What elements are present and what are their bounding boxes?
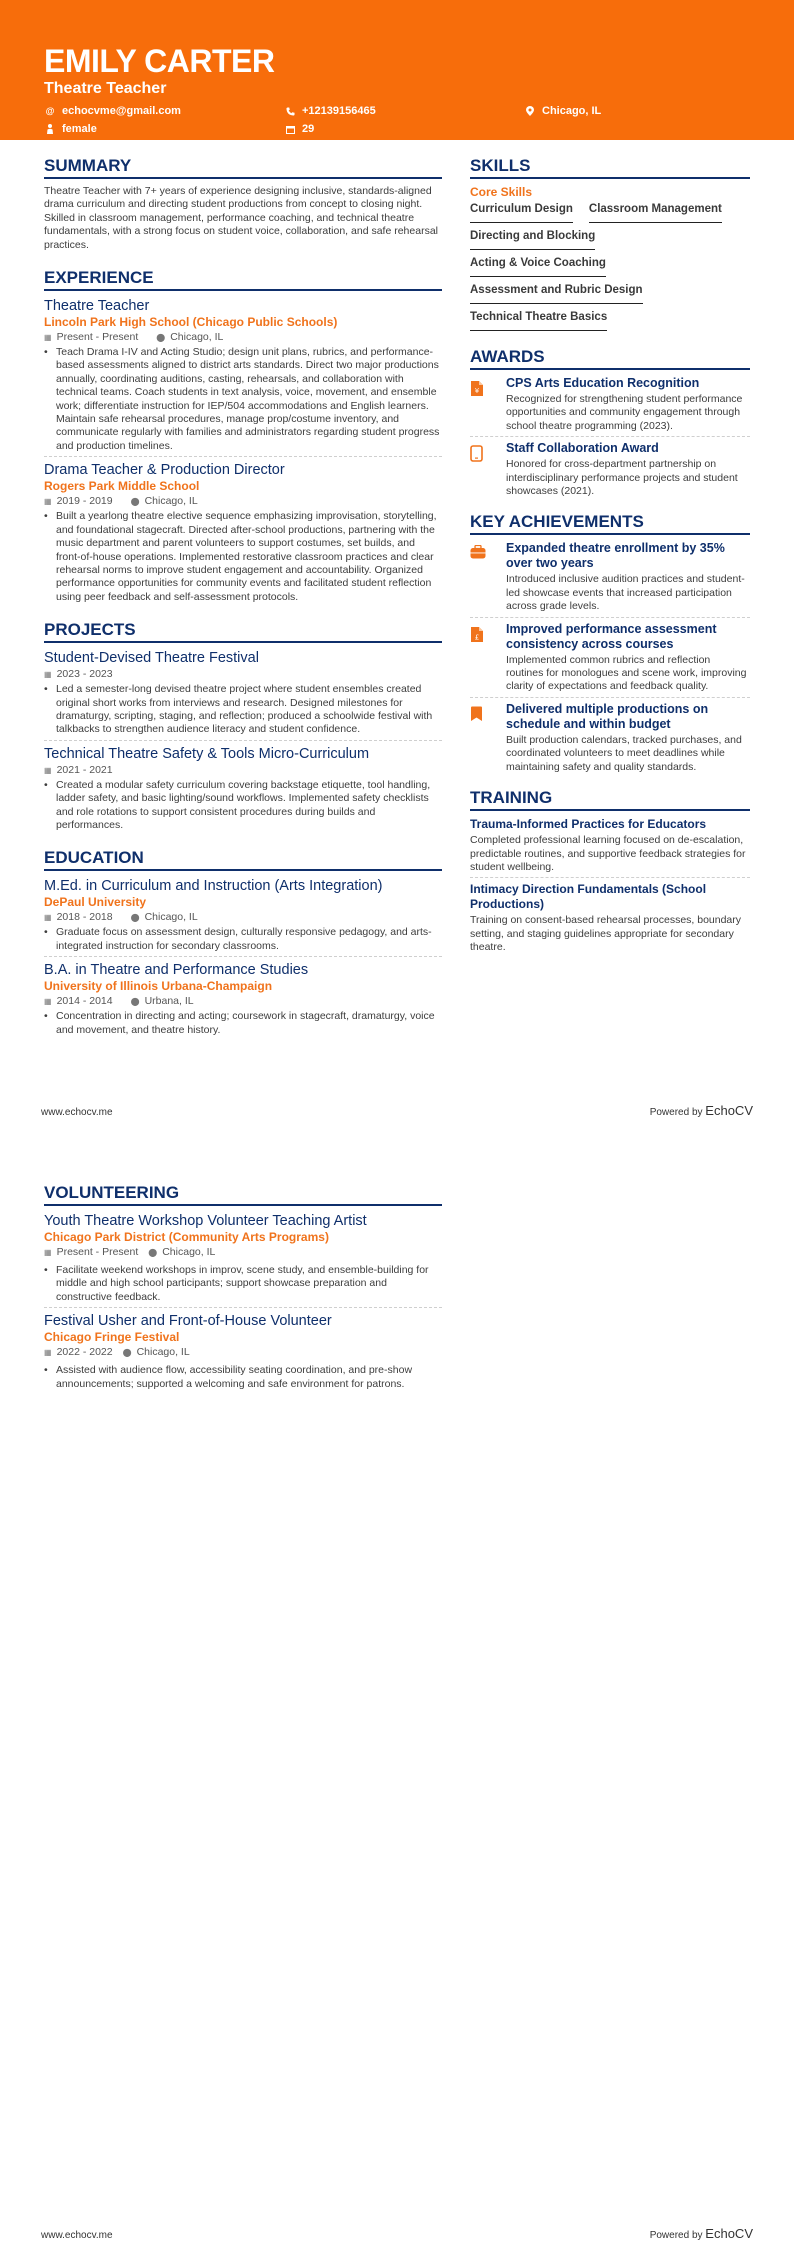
section-title-achievements: KEY ACHIEVEMENTS xyxy=(470,512,750,535)
education-bullet: • Graduate focus on assessment design, culturally responsive pedagogy, and arts-integrated instruction for secondary classrooms. xyxy=(44,926,432,952)
skills-group-label: Core Skills xyxy=(470,185,533,199)
award-item xyxy=(470,441,750,498)
svg-text:¥: ¥ xyxy=(474,387,480,395)
section-title-summary: SUMMARY xyxy=(44,156,442,179)
bookmark-icon xyxy=(470,702,506,774)
training-desc: Completed professional learning focused on de-escalation, predictable routines, and supportive feedback strategies for student wellbeing. xyxy=(470,834,746,873)
volunteer-bullet: • Assisted with audience flow, accessibility seating coordination, and pre-show announcements; supported a welcoming and safe environment for patrons. xyxy=(44,1364,413,1390)
map-pin-icon: ⬤ xyxy=(130,913,140,923)
volunteering-section xyxy=(44,1183,442,1391)
degree: B.A. in Theatre and Performance Studies xyxy=(44,962,309,979)
calendar-icon: ▦ xyxy=(44,333,52,343)
document-pound-icon xyxy=(470,622,506,694)
job-meta: ▦ 2019 - 2019 ⬤ Chicago, IL xyxy=(44,495,198,508)
education-meta: ▦ 2014 - 2014 ⬤ Urbana, IL xyxy=(44,995,194,1008)
calendar-icon: ▦ xyxy=(44,497,52,507)
echocv-brand[interactable]: EchoCV xyxy=(705,2226,753,2241)
map-pin-icon: ⬤ xyxy=(130,497,140,507)
skill-tag: Classroom Management xyxy=(589,200,722,223)
volunteer-meta: ▦ Present - Present ⬤ Chicago, IL xyxy=(44,1246,216,1258)
award-item xyxy=(470,376,750,433)
award-desc: Recognized for strengthening student performance opportunities and community engagement through school theatre programming (2023). xyxy=(506,393,743,432)
projects-section xyxy=(44,620,442,832)
volunteer-bullet: • Facilitate weekend workshops in improv, scene study, and ensemble-building for middle and high school participants; support showcase preparation and constructive feedback. xyxy=(44,1264,429,1303)
experience-section xyxy=(44,268,442,604)
skill-tag: Acting & Voice Coaching xyxy=(470,254,606,277)
page-footer xyxy=(41,1103,753,1118)
volunteer-org: Chicago Fringe Festival xyxy=(44,1330,180,1345)
calendar-icon: ▦ xyxy=(44,997,52,1007)
project-item xyxy=(44,649,442,737)
volunteer-item xyxy=(44,1312,442,1391)
awards-section xyxy=(470,347,750,498)
candidate-name: EMILY CARTER xyxy=(44,43,275,79)
project-meta: ▦ 2021 - 2021 xyxy=(44,763,113,776)
project-bullet: • Led a semester-long devised theatre project where student ensembles created original short works from interviews and research. Designed milestones for dramaturgy, scripting, staging, and reflection; produced a schoolwide festival with talkbacks to strengthen audience literacy and student confidence. xyxy=(44,683,433,736)
education-bullet: • Concentration in directing and acting; coursework in stagecraft, dramaturgy, voice and movement, and theatre history. xyxy=(44,1010,435,1036)
award-title: CPS Arts Education Recognition xyxy=(506,376,700,390)
contact-location: Chicago, IL xyxy=(524,103,764,119)
education-item xyxy=(44,961,442,1037)
job-bullet: • Teach Drama I-IV and Acting Studio; design unit plans, rubrics, and performance-based assessments aligned to district arts standards. Direct two major productions annually, coordinating auditions, casting, rehearsals, and collaboration with technical teams. Coach students in text analysis, voice, movement, and ensemble work; differentiate instruction for IEP/504 accommodations and English learners. Maintain safe rehearsal procedures, manage prop/costume inventory, and communicate regularly with families and administrators regarding student progress and production timelines. xyxy=(44,346,440,452)
training-item xyxy=(470,817,750,874)
divider xyxy=(44,956,442,957)
volunteer-item xyxy=(44,1212,442,1304)
training-title: Trauma-Informed Practices for Educators xyxy=(470,817,707,832)
award-title: Staff Collaboration Award xyxy=(506,441,659,456)
powered-by: Powered by EchoCV xyxy=(649,1103,753,1118)
page-footer-2 xyxy=(41,2226,753,2241)
job-title: Drama Teacher & Production Director xyxy=(44,462,285,479)
contact-phone[interactable]: +12139156465 xyxy=(284,103,524,119)
project-meta: ▦ 2023 - 2023 xyxy=(44,668,113,681)
volunteer-role: Festival Usher and Front-of-House Volunteer xyxy=(44,1313,332,1330)
divider xyxy=(470,617,750,618)
calendar-icon: ▦ xyxy=(44,1348,52,1358)
degree: M.Ed. in Curriculum and Instruction (Arts Integration) xyxy=(44,878,383,895)
achievement-title: Improved performance assessment consistency across courses xyxy=(506,621,717,651)
project-title: Technical Theatre Safety & Tools Micro-Curriculum xyxy=(44,745,370,762)
volunteer-meta: ▦ 2022 - 2022 ⬤ Chicago, IL xyxy=(44,1346,190,1359)
map-pin-icon: ⬤ xyxy=(148,1248,158,1257)
education-section xyxy=(44,848,442,1037)
volunteer-org: Chicago Park District (Community Arts Programs) xyxy=(44,1230,329,1244)
section-title-awards: AWARDS xyxy=(470,347,750,370)
job-title: Theatre Teacher xyxy=(44,298,150,315)
section-title-skills: SKILLS xyxy=(470,156,750,179)
achievement-item xyxy=(470,622,750,694)
school: University of Illinois Urbana-Champaign xyxy=(44,979,273,994)
contact-gender: female xyxy=(44,121,284,137)
project-item xyxy=(44,745,442,833)
achievement-title: Expanded theatre enrollment by 35% over two years xyxy=(506,541,725,571)
summary-section xyxy=(44,156,442,252)
website-link[interactable]: www.echocv.me xyxy=(41,2230,113,2241)
calendar-icon: ▦ xyxy=(44,913,52,923)
svg-text:£: £ xyxy=(474,633,480,642)
divider xyxy=(470,436,750,437)
award-desc: Honored for cross-department partnership on interdisciplinary performance projects and student showcases (2021). xyxy=(506,458,738,498)
person-icon xyxy=(44,124,56,134)
divider xyxy=(44,740,442,741)
training-item xyxy=(470,882,750,954)
experience-item xyxy=(44,297,442,453)
training-desc: Training on consent-based rehearsal processes, boundary setting, and staging guidelines appropriate for secondary theatre. xyxy=(470,914,742,954)
education-item xyxy=(44,877,442,953)
contact-email[interactable]: @ echocvme@gmail.com xyxy=(45,105,181,117)
divider xyxy=(44,456,442,457)
phone-icon xyxy=(284,107,296,116)
resume-header xyxy=(0,0,794,140)
section-title-education: EDUCATION xyxy=(44,848,442,871)
calendar-icon: ▦ xyxy=(44,765,52,775)
map-pin-icon: ⬤ xyxy=(122,1348,132,1358)
achievement-item xyxy=(470,702,750,774)
employer: Rogers Park Middle School xyxy=(44,479,200,494)
project-bullet: • Created a modular safety curriculum covering backstage etiquette, tool handling, ladder safety, and basic lighting/sound workflows. Implemented safety checklists and role rotations to support consistent procedures during builds and performances. xyxy=(44,778,431,831)
skill-tag: Assessment and Rubric Design xyxy=(470,281,643,304)
summary-text: Theatre Teacher with 7+ years of experience designing inclusive, standards-aligned drama curriculum and directing student productions from concept to closing night. Skilled in classroom management, performance coaching, and technical theatre fundamentals, with a strong focus on student voice, collaboration, and safe rehearsal practices. xyxy=(44,185,438,251)
contact-info xyxy=(44,103,750,137)
map-pin-icon: ⬤ xyxy=(130,997,140,1007)
tablet-icon xyxy=(470,441,506,498)
education-meta: ▦ 2018 - 2018 ⬤ Chicago, IL xyxy=(44,911,198,924)
employer: Lincoln Park High School (Chicago Public Schools) xyxy=(44,315,338,330)
achievement-desc: Built production calendars, tracked purchases, and coordinated volunteers to meet deadlines while maintaining safety and quality standards. xyxy=(506,733,742,773)
section-title-projects: PROJECTS xyxy=(44,620,442,643)
calendar-icon: ▦ xyxy=(44,1248,52,1257)
at-icon: @ xyxy=(45,106,55,116)
map-pin-icon xyxy=(524,106,536,116)
achievement-item xyxy=(470,541,750,613)
right-column xyxy=(470,156,750,955)
achievement-title: Delivered multiple productions on schedule and within budget xyxy=(506,701,709,731)
skill-tag: Curriculum Design xyxy=(470,200,573,223)
left-column xyxy=(44,156,442,1037)
project-title: Student-Devised Theatre Festival xyxy=(44,650,259,667)
volunteer-role: Youth Theatre Workshop Volunteer Teaching Artist xyxy=(44,1213,367,1229)
training-title: Intimacy Direction Fundamentals (School Productions) xyxy=(470,882,707,912)
school: DePaul University xyxy=(44,895,147,910)
achievement-desc: Implemented common rubrics and reflection routines for monologues and scene work, improving clarity of expectations and feedback quality. xyxy=(506,653,747,693)
divider xyxy=(44,1307,442,1308)
map-pin-icon: ⬤ xyxy=(156,333,166,343)
achievement-desc: Introduced inclusive audition practices and student-led showcase events that increased participation across grade levels. xyxy=(506,573,745,613)
job-meta: ▦ Present - Present ⬤ Chicago, IL xyxy=(44,331,224,344)
echocv-brand[interactable]: EchoCV xyxy=(705,1103,753,1118)
job-bullet: • Built a yearlong theatre elective sequence emphasizing improvisation, storytelling, and foundational stagecraft. Directed after-school productions, partnering with the music department and parent volunteers to support costumes, set builds, and front-of-house operations. Implemented restorative classroom practices and clear rehearsal norms to improve student engagement and accountability. Organized performance opportunities for community events and facilitated student reflection using peer feedback and self-assessment protocols. xyxy=(44,510,437,603)
candidate-role: Theatre Teacher xyxy=(44,80,167,97)
skill-tag: Technical Theatre Basics xyxy=(470,308,607,331)
training-section xyxy=(470,788,750,954)
section-title-volunteering: VOLUNTEERING xyxy=(44,1183,442,1206)
calendar-icon: ▦ xyxy=(44,670,52,680)
skill-tag: Directing and Blocking xyxy=(470,227,595,250)
achievements-section xyxy=(470,512,750,774)
skills-list xyxy=(470,200,750,335)
document-yen-icon xyxy=(470,376,506,433)
experience-item xyxy=(44,461,442,604)
skills-section xyxy=(470,156,750,335)
calendar-icon xyxy=(284,125,296,134)
briefcase-icon xyxy=(470,541,506,613)
powered-by: Powered by EchoCV xyxy=(649,2226,753,2241)
divider xyxy=(470,877,750,878)
contact-age: 29 xyxy=(284,121,524,137)
left-column-page-2 xyxy=(44,1183,442,1391)
section-title-training: TRAINING xyxy=(470,788,750,811)
section-title-experience: EXPERIENCE xyxy=(44,268,442,291)
divider xyxy=(470,697,750,698)
website-link[interactable]: www.echocv.me xyxy=(41,1107,113,1118)
